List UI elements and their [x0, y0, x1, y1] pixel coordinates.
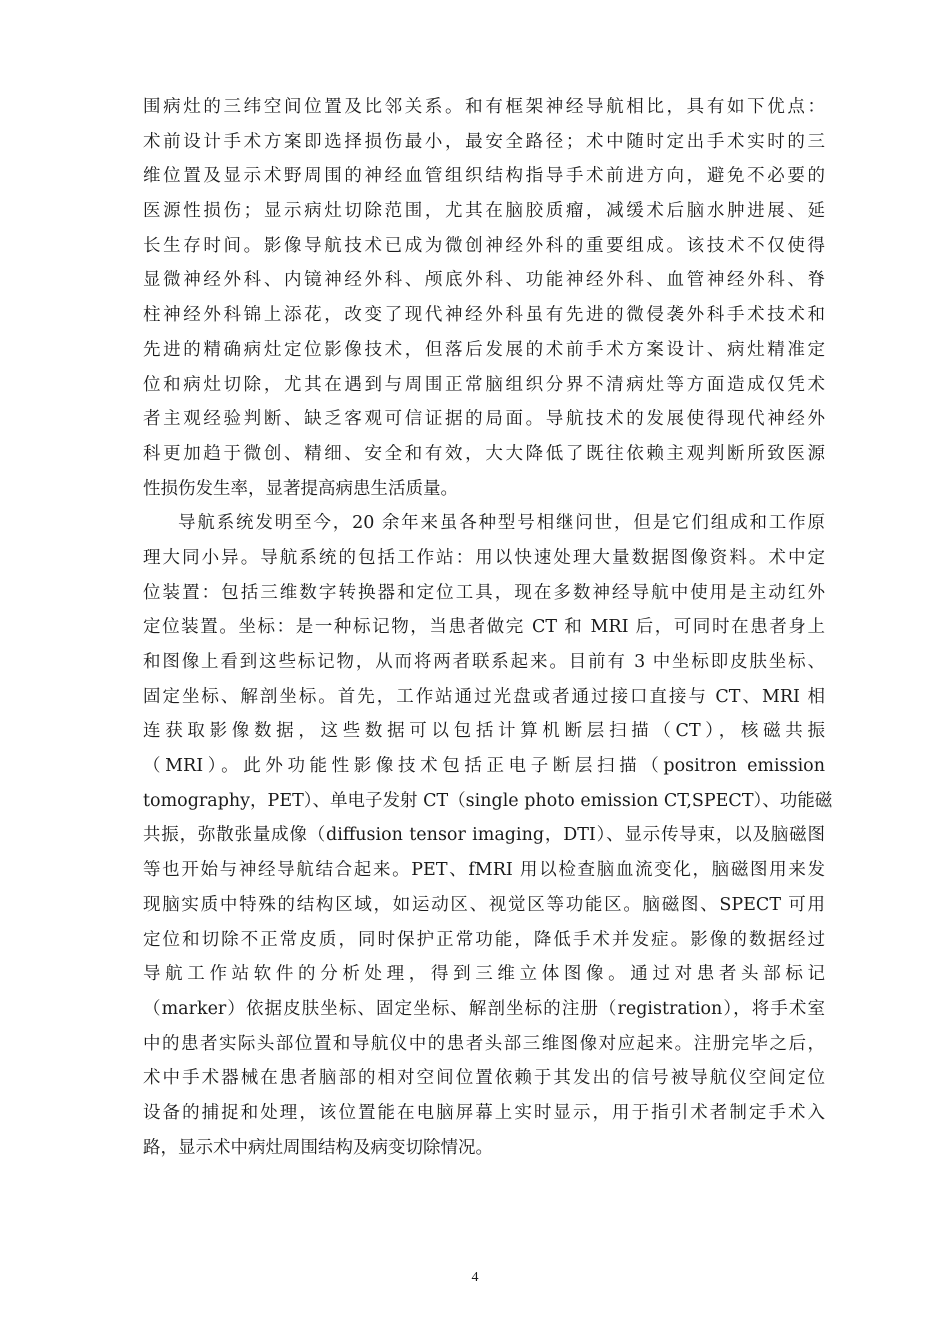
text-line: 定位和切除不正常皮质，同时保护正常功能，降低手术并发症。影像的数据经过 [143, 929, 825, 950]
paragraph-start-line: 导航系统发明至今，20 余年来虽各种型号相继问世，但是它们组成和工作原 [178, 513, 825, 534]
text-line: （MRI）。此外功能性影像技术包括正电子断层扫描（positron emission [143, 756, 825, 777]
text-line: 共振，弥散张量成像（diffusion tensor imaging，DTI）、显示传导束，以及脑磁图 [143, 825, 825, 846]
text-line: 长生存时间。影像导航技术已成为微创神经外科的重要组成。该技术不仅使得 [143, 235, 825, 256]
text-line: 围病灶的三纬空间位置及比邻关系。和有框架神经导航相比，具有如下优点： [143, 97, 825, 117]
paragraph-end-line: 性损伤发生率，显著提高病患生活质量。 [143, 478, 458, 499]
text-line: 先进的精确病灶定位影像技术，但落后发展的术前手术方案设计、病灶精准定 [143, 339, 825, 360]
text-line: 术中手术器械在患者脑部的相对空间位置依赖于其发出的信号被导航仪空间定位 [143, 1068, 825, 1089]
text-line: tomography，PET）、单电子发射 CT（single photo emission CT,SPECT）、功能磁 [143, 790, 833, 811]
text-line: 中的患者实际头部位置和导航仪中的患者头部三维图像对应起来。注册完毕之后， [143, 1033, 825, 1054]
paragraph-end-line: 路，显示术中病灶周围结构及病变切除情况。 [143, 1137, 493, 1158]
page-number: 4 [471, 1270, 479, 1285]
text-line: 柱神经外科锦上添花，改变了现代神经外科虽有先进的微侵袭外科手术技术和 [143, 305, 825, 326]
text-line: 设备的捕捉和处理，该位置能在电脑屏幕上实时显示，用于指引术者制定手术入 [143, 1102, 825, 1123]
text-line: 连获取影像数据，这些数据可以包括计算机断层扫描（CT），核磁共振 [143, 721, 825, 742]
text-line: 位和病灶切除，尤其在遇到与周围正常脑组织分界不清病灶等方面造成仅凭术 [143, 374, 825, 395]
text-line: 等也开始与神经导航结合起来。PET、fMRI 用以检查脑血流变化，脑磁图用来发 [143, 860, 825, 881]
text-line: 位装置：包括三维数字转换器和定位工具，现在多数神经导航中使用是主动红外 [143, 582, 825, 603]
body-text [143, 90, 833, 1165]
text-line: 显微神经外科、内镜神经外科、颅底外科、功能神经外科、血管神经外科、脊 [143, 270, 825, 291]
text-line: （marker）依据皮肤坐标、固定坐标、解剖坐标的注册（registration），将手术室 [143, 998, 825, 1019]
text-line: 固定坐标、解剖坐标。首先，工作站通过光盘或者通过接口直接与 CT、MRI 相 [143, 686, 825, 707]
text-line: 理大同小异。导航系统的包括工作站：用以快速处理大量数据图像资料。术中定 [143, 547, 825, 568]
text-line: 科更加趋于微创、精细、安全和有效，大大降低了既往依赖主观判断所致医源 [143, 443, 825, 464]
text-line: 医源性损伤；显示病灶切除范围，尤其在脑胶质瘤，减缓术后脑水肿进展、延 [143, 201, 825, 222]
text-line: 现脑实质中特殊的结构区域，如运动区、视觉区等功能区。脑磁图、SPECT 可用 [143, 894, 825, 915]
text-line: 维位置及显示术野周围的神经血管组织结构指导手术前进方向，避免不必要的 [143, 166, 825, 187]
text-line: 导航工作站软件的分析处理，得到三维立体图像。通过对患者头部标记 [143, 964, 825, 985]
text-line: 术前设计手术方案即选择损伤最小，最安全路径；术中随时定出手术实时的三 [143, 131, 825, 152]
text-line: 者主观经验判断、缺乏客观可信证据的局面。导航技术的发展使得现代神经外 [143, 409, 825, 430]
text-line: 和图像上看到这些标记物，从而将两者联系起来。目前有 3 中坐标即皮肤坐标、 [143, 652, 825, 672]
text-line: 定位装置。坐标：是一种标记物，当患者做完 CT 和 MRI 后，可同时在患者身上 [143, 617, 825, 638]
